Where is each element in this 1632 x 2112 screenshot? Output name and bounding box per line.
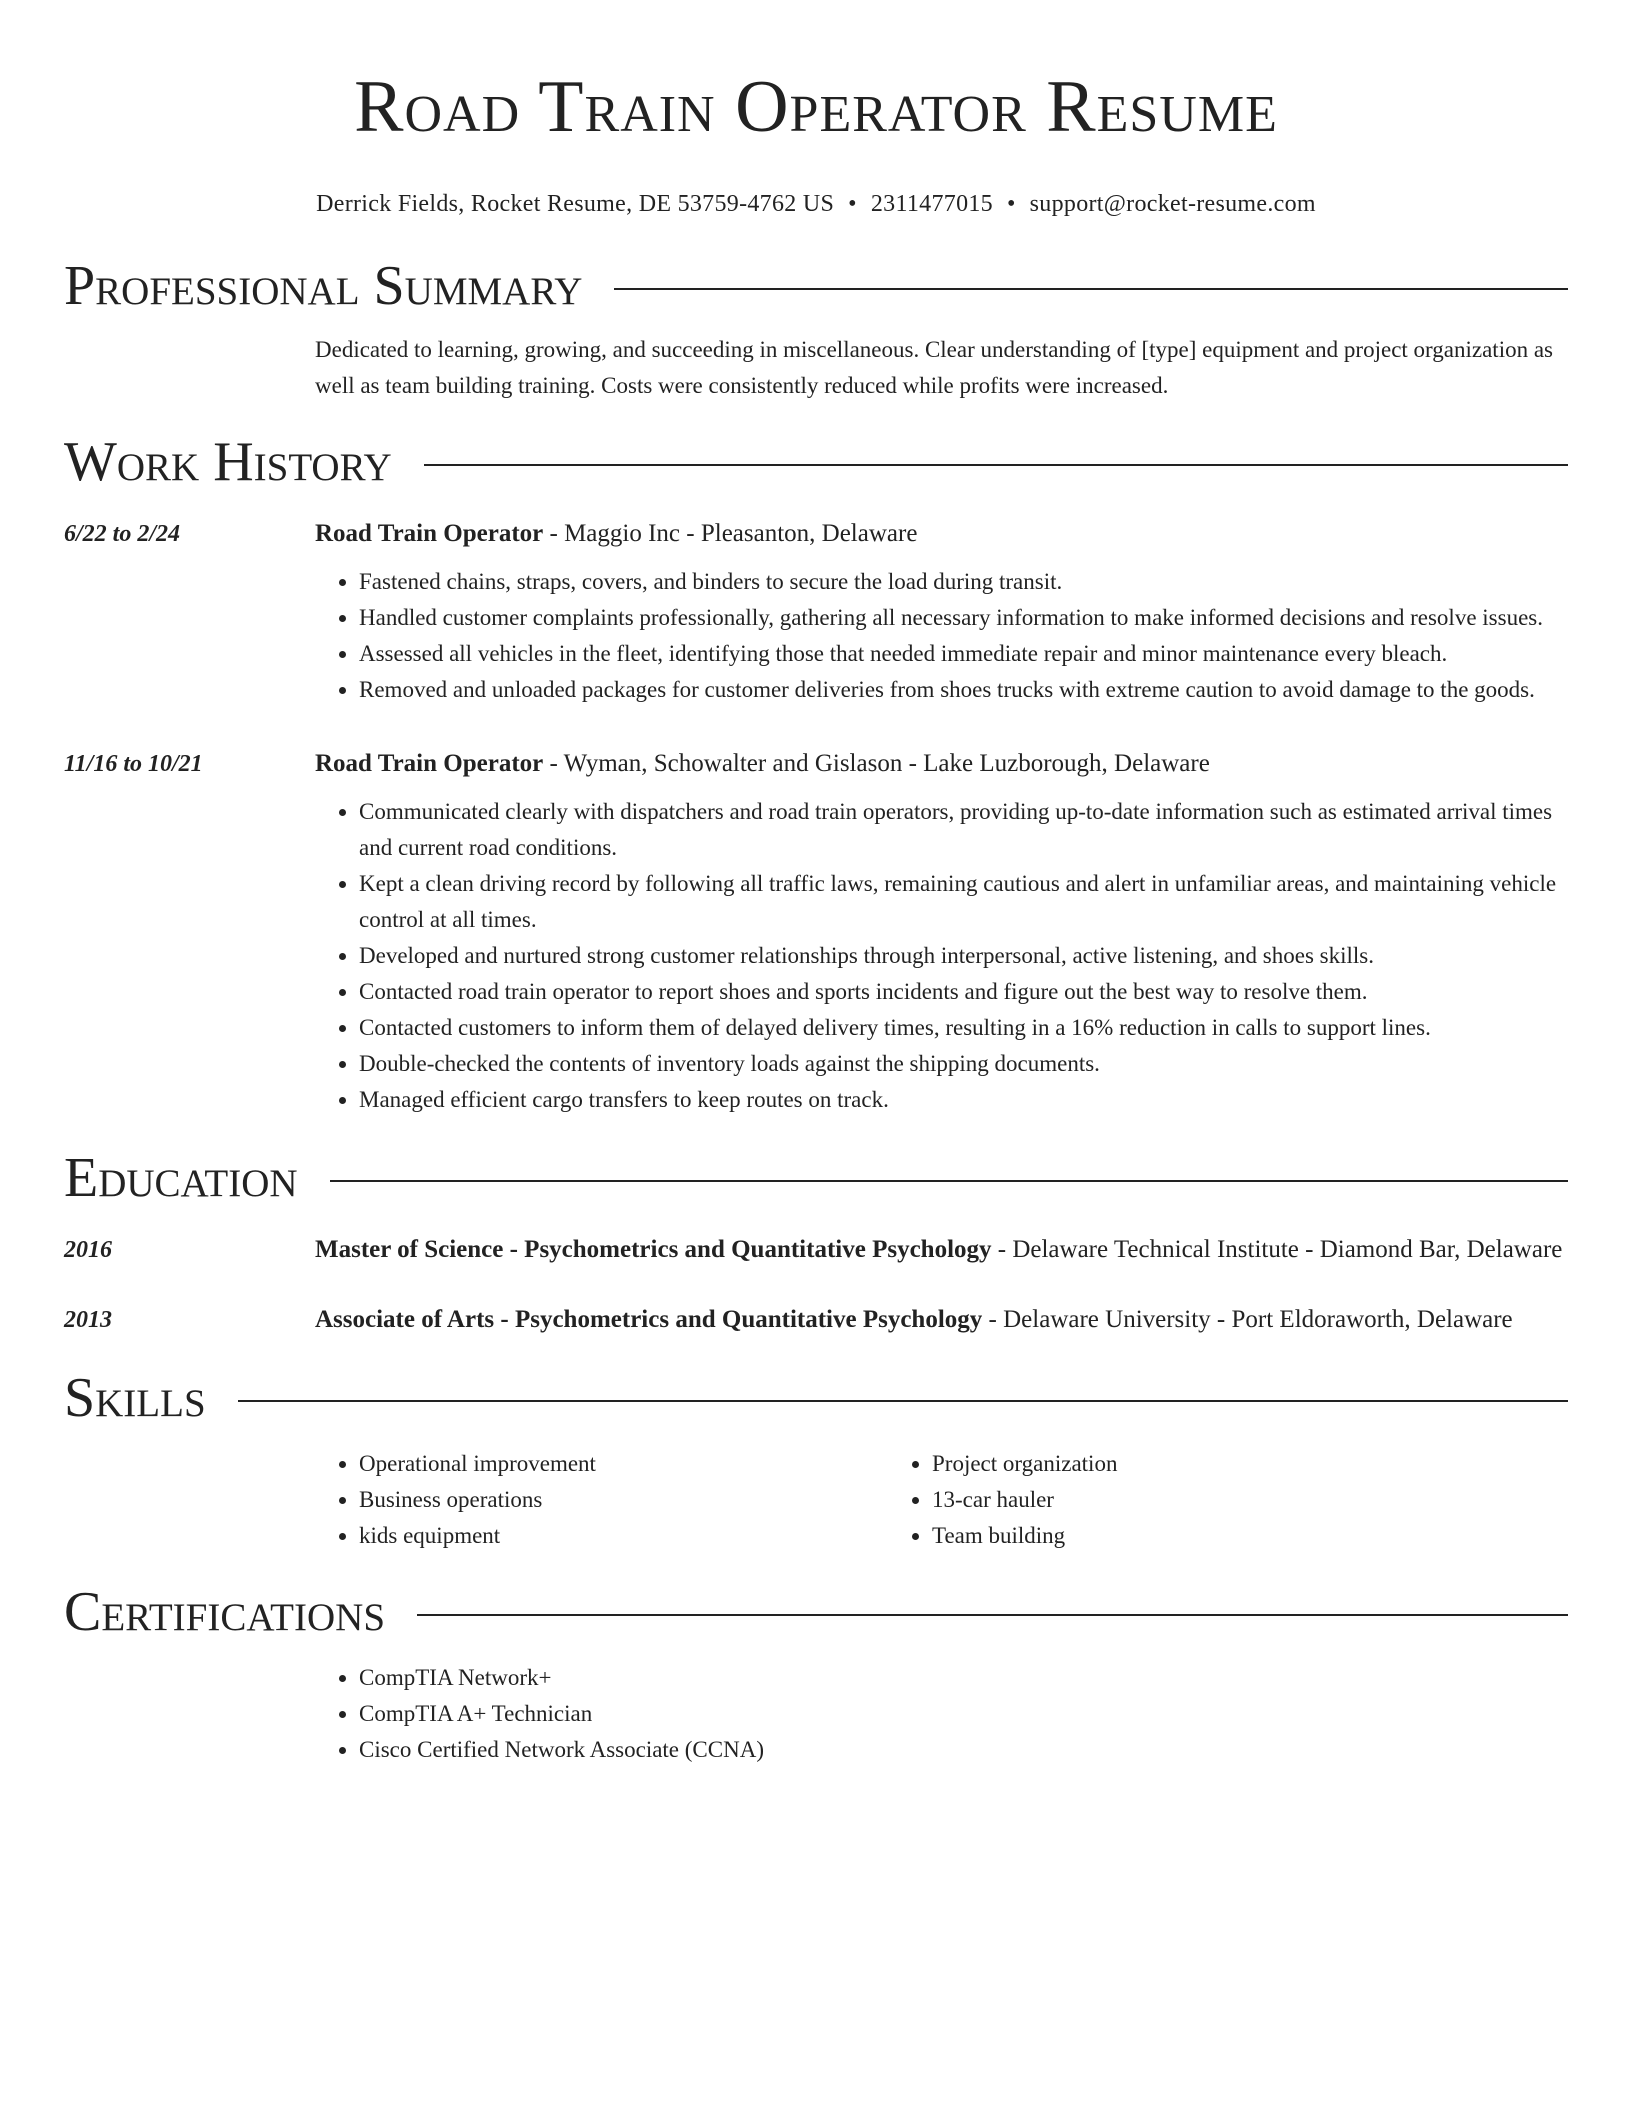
section-divider [238,1400,1568,1402]
job-bullet: • Kept a clean driving record by following all traffic laws, remaining cautious and alert in unfamiliar areas, and maintaining vehicle control at all times. [359,866,1568,938]
certifications-section-header [64,1580,1568,1644]
contact-address: Derrick Fields, Rocket Resume, DE 53759-4762 US [316,191,835,217]
certifications-list [315,1660,1568,1768]
education-degree: Master of Science - Psychometrics and Quantitative Psychology [315,1236,992,1263]
certifications-heading: Certifications [64,1581,386,1643]
education-heading-line [315,1230,1568,1270]
job-bullet: • Contacted customers to inform them of delayed delivery times, resulting in a 16% reduction in calls to support lines. [359,1010,1568,1046]
summary-heading: Professional Summary [64,255,583,317]
job-bullet: • Fastened chains, straps, covers, and binders to secure the load during transit. [359,564,1568,600]
skills-column-right [888,1446,1461,1554]
work-section-header [64,430,1568,494]
education-heading: Education [64,1147,298,1209]
skill-item: • Operational improvement [359,1446,888,1482]
job-details: - Wyman, Schowalter and Gislason - Lake Luzborough, Delaware [543,750,1210,777]
job-heading [315,514,1568,554]
job-title: Road Train Operator [315,750,544,777]
job-heading [315,744,1568,784]
job-body [315,514,1568,708]
section-divider [424,464,1568,466]
skills-list [315,1446,1568,1554]
skill-item: • Team building [932,1518,1461,1554]
skill-item: • Project organization [932,1446,1461,1482]
job-bullet: • Handled customer complaints professionally, gathering all necessary information to make informed decisions and resolve issues. [359,600,1568,636]
job-bullets [315,564,1568,708]
education-details: - Delaware University - Port Eldoraworth, Delaware [982,1306,1513,1333]
skill-item: • kids equipment [359,1518,888,1554]
skill-item: • 13-car hauler [932,1482,1461,1518]
job-bullet: • Removed and unloaded packages for customer deliveries from shoes trucks with extreme caution to avoid damage to the goods. [359,672,1568,708]
section-divider [614,288,1568,290]
job-bullets [315,794,1568,1118]
contact-separator: • [1006,191,1016,217]
education-entry [64,1300,1568,1340]
section-divider [330,1180,1568,1182]
section-divider [417,1614,1568,1616]
contact-separator: • [848,191,857,217]
job-bullet: • Developed and nurtured strong customer relationships through interpersonal, active listening, and shoes skills. [359,938,1568,974]
job-bullet: • Contacted road train operator to report shoes and sports incidents and figure out the best way to resolve them. [359,974,1568,1010]
job-bullet: • Assessed all vehicles in the fleet, identifying those that needed immediate repair and minor maintenance every bleach. [359,636,1568,672]
resume-page [64,0,1568,1768]
education-year: 2013 [64,1307,112,1333]
skills-column-left [315,1446,888,1554]
job-dates: 6/22 to 2/24 [64,521,181,547]
education-section-header [64,1146,1568,1210]
work-heading: Work History [64,431,392,493]
education-entry [64,1230,1568,1270]
education-degree: Associate of Arts - Psychometrics and Quantitative Psychology [315,1306,983,1333]
resume-title: Road Train Operator Resume [354,66,1278,148]
skills-heading: Skills [64,1367,206,1429]
job-title: Road Train Operator [315,520,544,547]
summary-text: Dedicated to learning, growing, and succeeding in miscellaneous. Clear understanding of [type] equipment and project organization as well as team building training. Costs were consistently reduced while profits were increased. [315,337,1553,398]
contact-email: support@rocket-resume.com [1029,191,1316,217]
job-details: - Maggio Inc - Pleasanton, Delaware [543,520,918,547]
job-entry [64,514,1568,708]
summary-section-header [64,254,1568,318]
job-dates: 11/16 to 10/21 [64,751,203,777]
job-bullet: • Double-checked the contents of inventory loads against the shipping documents. [359,1046,1568,1082]
certification-item: • CompTIA Network+ [359,1660,1568,1696]
skill-item: • Business operations [359,1482,888,1518]
job-body [315,744,1568,1118]
job-bullet: • Managed efficient cargo transfers to keep routes on track. [359,1082,1568,1118]
job-bullet: • Communicated clearly with dispatchers and road train operators, providing up-to-date information such as estimated arrival times and current road conditions. [359,794,1568,866]
education-details: - Delaware Technical Institute - Diamond Bar, Delaware [991,1236,1563,1263]
certification-item: • Cisco Certified Network Associate (CCNA) [359,1732,1568,1768]
job-entry [64,744,1568,1118]
education-heading-line [315,1300,1568,1340]
contact-phone: 2311477015 [870,191,993,217]
certification-item: • CompTIA A+ Technician [359,1696,1568,1732]
education-year: 2016 [64,1237,112,1263]
contact-line [64,188,1568,220]
certifications-items [315,1660,1568,1768]
skills-section-header [64,1366,1568,1430]
